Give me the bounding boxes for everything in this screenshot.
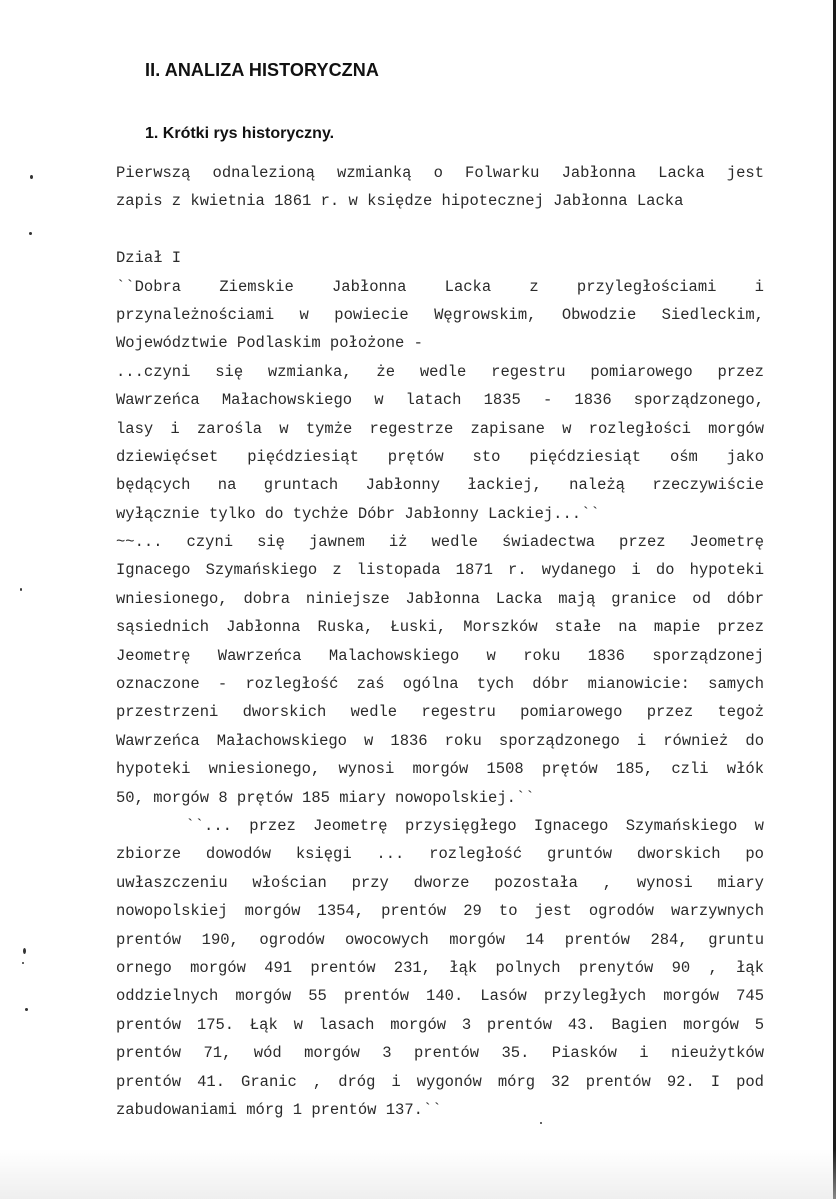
text-line: nowopolskiej morgów 1354, prentów 29 to jest ogrodów warzywnych: [116, 902, 764, 921]
subsection-heading: 1. Krótki rys historyczny.: [145, 125, 335, 142]
text-line: hypoteki wniesionego, wynosi morgów 1508 prętów 185, czli włók: [116, 760, 764, 779]
scan-speck: [25, 1008, 28, 1011]
text-line: sąsiednich Jabłonna Ruska, Łuski, Morszków stałe na mapie przez: [116, 618, 764, 637]
text-line: Wawrzeńca Małachowskiego w 1836 roku sporządzonego i również do: [116, 731, 764, 750]
text-line: ornego morgów 491 prentów 231, łąk polnych prenytów 90 , łąk: [116, 958, 764, 977]
scan-speck: [29, 232, 32, 235]
text-line: prentów 175. Łąk w lasach morgów 3 prentów 43. Bagien morgów 5: [116, 1015, 764, 1034]
text-line: ...czyni się wzmianka, że wedle regestru pomiarowego przez: [116, 362, 764, 381]
scan-speck: [20, 588, 22, 591]
text-line: prentów 41. Granic , dróg i wygonów mórg 32 prentów 92. I pod: [116, 1072, 764, 1091]
text-line: Pierwszą odnalezioną wzmianką o Folwarku Jabłonna Lacka jest: [116, 164, 764, 182]
text-line: zapis z kwietnia 1861 r. w księdze hipotecznej Jabłonna Lacka: [116, 192, 684, 211]
text-line: ``Dobra Ziemskie Jabłonna Lacka z przyległościami i: [116, 277, 764, 296]
text-line: będących na gruntach Jabłonny łackiej, należą rzeczywiście: [116, 476, 764, 495]
text-line: prentów 71, wód morgów 3 prentów 35. Piasków i nieużytków: [116, 1044, 764, 1063]
text-line: ``... przez Jeometrę przysięgłego Ignacego Szymańskiego w: [116, 816, 764, 835]
text-line: wniesionego, dobra niniejsze Jabłonna Lacka mają granice od dóbr: [116, 589, 764, 608]
scan-speck: [22, 962, 24, 964]
text-line: Jeometrę Wawrzeńca Malachowskiego w roku 1836 sporządzonej: [116, 646, 764, 665]
scan-shadow: [0, 1149, 836, 1199]
text-line: wyłącznie tylko do tychże Dóbr Jabłonny Lackiej...``: [116, 504, 600, 523]
scan-speck: [30, 175, 33, 179]
text-line: Dział I: [116, 249, 182, 268]
text-line: oddzielnych morgów 55 prentów 140. Lasów przyległych morgów 745: [116, 987, 764, 1006]
text-line: lasy i zarośla w tymże regestrze zapisane w rozległości morgów: [116, 419, 764, 438]
scan-speck: [540, 1122, 542, 1124]
body-text: [116, 159, 764, 1124]
text-line: uwłaszczeniu włościan przy dworze pozostała , wynosi miary: [116, 873, 764, 892]
scan-speck: [23, 948, 26, 954]
text-line: dziewięćset pięćdziesiąt prętów sto pięćdziesiąt ośm jako: [116, 447, 764, 466]
text-line: prentów 190, ogrodów owocowych morgów 14 prentów 284, gruntu: [116, 930, 764, 949]
text-line: oznaczone - rozległość zaś ogólna tych dóbr mianowicie: samych: [116, 675, 764, 694]
text-line: 50, morgów 8 prętów 185 miary nowopolskiej.``: [116, 788, 535, 807]
section-heading: II. ANALIZA HISTORYCZNA: [145, 60, 379, 80]
text-line: ~~... czyni się jawnem iż wedle świadectwa przez Jeometrę: [116, 533, 764, 552]
text-line: Województwie Podlaskim położone -: [116, 334, 423, 353]
text-line: Ignacego Szymańskiego z listopada 1871 r. wydanego i do hypoteki: [116, 561, 764, 580]
text-line: przestrzeni dworskich wedle regestru pomiarowego przez tegoż: [116, 703, 764, 722]
text-line: Wawrzeńca Małachowskiego w latach 1835 - 1836 sporządzonego,: [116, 391, 764, 410]
blank-line: [116, 216, 764, 244]
text-line: zabudowaniami mórg 1 prentów 137.``: [116, 1100, 442, 1119]
text-line: przynależnościami w powiecie Węgrowskim, Obwodzie Siedleckim,: [116, 305, 764, 324]
text-line: zbiorze dowodów księgi ... rozległość gruntów dworskich po: [116, 845, 764, 864]
